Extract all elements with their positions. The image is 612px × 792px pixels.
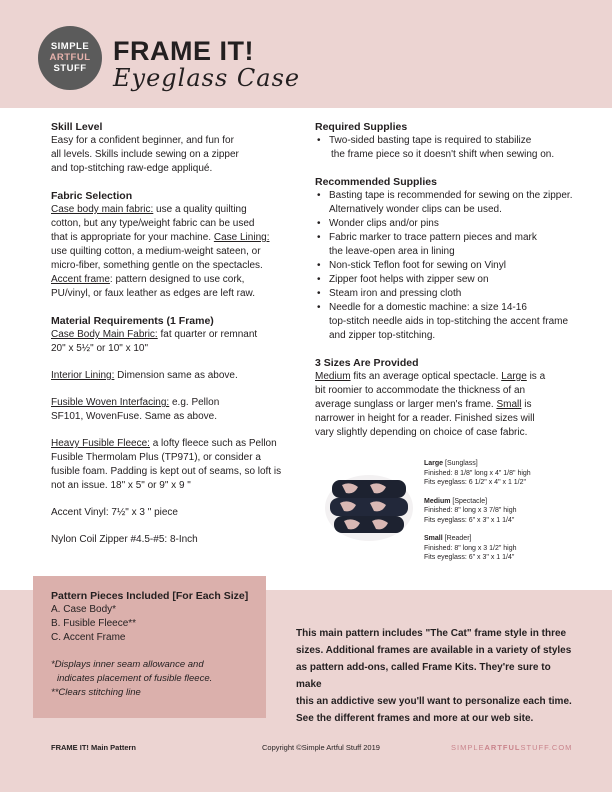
material-line: 20" x 5½" or 10" x 10": [51, 343, 149, 354]
size-details: [424, 459, 594, 572]
list-item: • Basting tape is recommended for sewing on the zipper.: [329, 189, 585, 203]
piece-item: B. Fusible Fleece**: [51, 618, 137, 629]
fabric-text: use a quality quilting: [153, 204, 247, 215]
size-fits: Fits eyeglass: 6 1/2" x 4" x 1 1/2": [424, 479, 527, 486]
list-item: • Needle for a domestic machine: a size 14-16: [329, 301, 585, 315]
fabric-line: [51, 273, 291, 287]
size-finished: Finished: 8" long x 3 1/2" high: [424, 544, 517, 552]
blurb-line: This main pattern includes "The Cat" frame style in three: [296, 628, 567, 639]
fabric-accent-label: Accent frame: [51, 274, 110, 285]
list-item: • Non-stick Teflon foot for sewing on Vinyl: [329, 259, 585, 273]
list-item: • Steam iron and pressing cloth: [329, 287, 585, 301]
eyeglass-cases-photo: [324, 470, 414, 542]
material-fleece-label: Heavy Fusible Fleece:: [51, 438, 150, 449]
piece-item: C. Accent Frame: [51, 632, 126, 643]
size-block: [424, 459, 594, 488]
size-title: [424, 459, 594, 469]
size-tag: [Reader]: [442, 535, 472, 542]
blurb-line: this an addictive sew you'll want to personalize each time.: [296, 696, 572, 707]
sizes-line: [315, 370, 585, 384]
logo-line: SIMPLE: [50, 41, 90, 52]
material-line: [51, 328, 291, 342]
material-line: Fusible Thermolam Plus (TP971), or consider a: [51, 452, 261, 463]
fabric-text: : pattern designed to use cork,: [109, 274, 245, 285]
sizes-text: is: [521, 399, 532, 410]
size-title: [424, 534, 594, 544]
fabric-case-label: Case body main fabric:: [51, 204, 154, 215]
blurb-line: See the different frames and more at our web site.: [296, 713, 534, 724]
list-item: • Two-sided basting tape is required to stabilize: [329, 134, 585, 148]
size-large-label: Large: [501, 371, 527, 382]
sizes-text: average sunglass or larger men's frame.: [315, 399, 497, 410]
required-list: [315, 134, 585, 148]
material-line: Nylon Coil Zipper #4.5-#5: 8-Inch: [51, 534, 198, 545]
right-column: [315, 120, 585, 440]
skill-line: all levels. Skills include sewing on a zipper: [51, 149, 239, 160]
list-item-cont: Alternatively wonder clips can be used.: [329, 204, 502, 215]
size-block: [424, 534, 594, 563]
material-line: [51, 396, 291, 410]
recommended-list: [315, 217, 585, 245]
skill-heading: Skill Level: [51, 121, 103, 133]
page-subtitle: Eyeglass Case: [113, 64, 301, 92]
piece-note: **Clears stitching line: [51, 687, 141, 698]
size-fits: Fits eyeglass: 6" x 3" x 1 1/4": [424, 554, 515, 561]
fabric-line: use quilting cotton, a medium-weight sateen, or: [51, 246, 261, 257]
fabric-lining-label: Case Lining:: [213, 232, 270, 243]
material-lining-label: Interior Lining:: [51, 370, 115, 381]
material-main-label: Case Body Main Fabric:: [51, 329, 158, 340]
material-line: [51, 437, 291, 451]
material-line: [51, 369, 291, 383]
required-heading: Required Supplies: [315, 121, 408, 133]
material-text: Dimension same as above.: [114, 370, 238, 381]
footer-url-part: SIMPLE: [451, 743, 485, 752]
sizes-line: bit roomier to accommodate the thickness of an: [315, 385, 526, 396]
size-tag: [Sunglass]: [443, 460, 478, 467]
material-line: Accent Vinyl: 7½" x 3 " piece: [51, 507, 178, 518]
logo-line: ARTFUL: [49, 52, 91, 63]
sizes-heading: 3 Sizes Are Provided: [315, 357, 419, 369]
list-item-cont: the leave-open area in lining: [329, 246, 455, 257]
fabric-line: PU/vinyl, or faux leather as edges are left raw.: [51, 288, 255, 299]
logo-line: STUFF: [53, 63, 87, 74]
list-item: • Fabric marker to trace pattern pieces and mark: [329, 231, 585, 245]
material-line: SF101, WovenFuse. Same as above.: [51, 411, 218, 422]
size-title: [424, 497, 594, 507]
left-column: [51, 120, 291, 547]
pattern-pieces: [51, 589, 261, 700]
main-pattern-blurb: [296, 625, 576, 727]
blurb-line: sizes. Additional frames are available in a variety of styles: [296, 645, 572, 656]
size-fits: Fits eyeglass: 6" x 3" x 1 1/4": [424, 516, 515, 524]
footer-url-part: STUFF.COM: [520, 743, 573, 752]
sizes-line: vary slightly depending on choice of case fabric.: [315, 427, 528, 438]
recommended-list: [315, 189, 585, 203]
piece-item: A. Case Body*: [51, 604, 117, 615]
material-text: a lofty fleece such as Pellon: [149, 438, 277, 449]
size-finished: Finished: 8 1/8" long x 4" 1/8" high: [424, 469, 531, 477]
list-item: • Wonder clips and/or pins: [329, 217, 585, 231]
recommended-list: [315, 259, 585, 315]
fabric-heading: Fabric Selection: [51, 190, 133, 202]
material-interfacing-label: Fusible Woven Interfacing:: [51, 397, 170, 408]
piece-note: *Displays inner seam allowance and: [51, 659, 204, 670]
size-name: Large: [424, 460, 444, 467]
material-line: not an issue. 18" x 5" or 9" x 9 ": [51, 480, 191, 491]
material-heading: Material Requirements (1 Frame): [51, 315, 214, 327]
fabric-line: [51, 203, 291, 217]
footer-url-part: ARTFUL: [484, 743, 521, 752]
skill-line: and top-stitching raw-edge appliqué.: [51, 163, 213, 174]
size-tag: [Spectacle]: [450, 497, 488, 505]
size-name: Medium: [424, 497, 451, 505]
fabric-text: that is appropriate for your machine.: [51, 232, 214, 243]
skill-line: Easy for a confident beginner, and fun for: [51, 135, 234, 146]
size-block: [424, 497, 594, 526]
list-item-cont: and zipper top-stitching.: [329, 330, 436, 341]
footer-website-link[interactable]: [451, 743, 572, 752]
size-small-label: Small: [496, 399, 522, 410]
list-item: • Zipper foot helps with zipper sew on: [329, 273, 585, 287]
fabric-line: micro-fiber, something gentle on the spectacles.: [51, 260, 263, 271]
piece-note: indicates placement of fusible fleece.: [57, 673, 213, 684]
page-title: FRAME IT!: [113, 36, 254, 66]
list-item-cont: the frame piece so it doesn't shift when sewing on.: [331, 149, 555, 160]
sizes-text: is a: [526, 371, 546, 382]
list-item-cont: top-stitch needle aids in top-stitching the accent frame: [329, 316, 569, 327]
sizes-line: [315, 398, 585, 412]
fabric-line: [51, 231, 291, 245]
blurb-line: as pattern add-ons, called Frame Kits. They're sure to make: [296, 662, 551, 690]
sizes-line: narrower in height for a reader. Finished sizes will: [315, 413, 535, 424]
pieces-heading: Pattern Pieces Included [For Each Size]: [51, 590, 249, 602]
material-text: e.g. Pellon: [169, 397, 220, 408]
fabric-line: cotton, but any type/weight fabric can be used: [51, 218, 255, 229]
material-line: fusible foam. Padding is kept out of seams, so loft is: [51, 466, 282, 477]
size-name: Small: [424, 535, 443, 542]
sizes-text: fits an average optical spectacle.: [350, 371, 502, 382]
material-text: fat quarter or remnant: [157, 329, 258, 340]
footer-copyright: Copyright ©Simple Artful Stuff 2019: [262, 743, 380, 752]
footer-pattern-name: FRAME IT! Main Pattern: [51, 743, 137, 752]
brand-logo: [38, 26, 102, 90]
size-finished: Finished: 8" long x 3 7/8" high: [424, 507, 517, 514]
size-medium-label: Medium: [315, 371, 351, 382]
recommended-heading: Recommended Supplies: [315, 176, 437, 188]
